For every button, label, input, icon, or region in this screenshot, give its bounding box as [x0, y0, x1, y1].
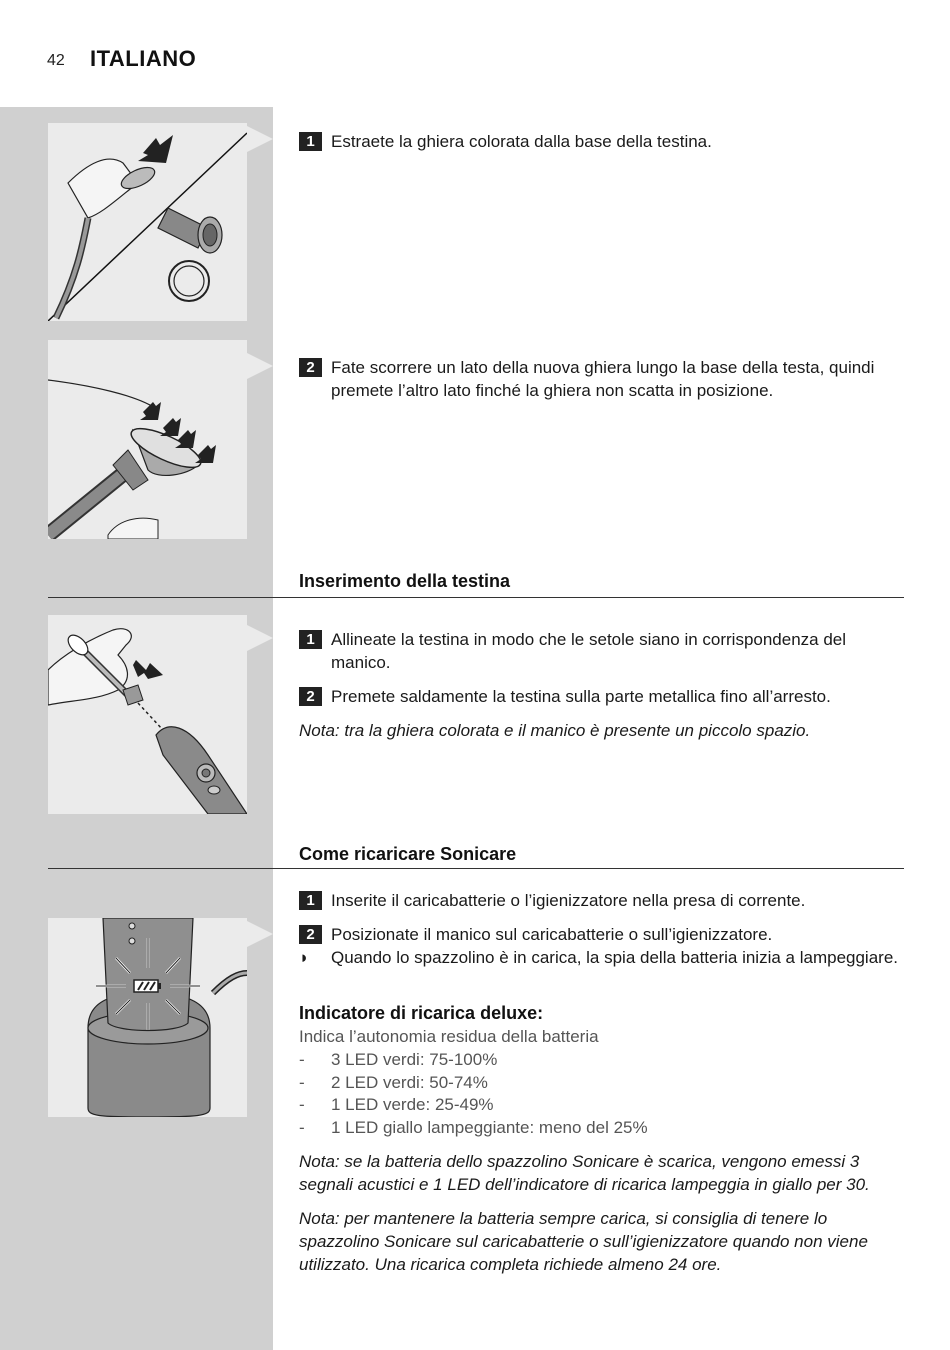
step-number: 1: [299, 891, 322, 910]
section-divider: [48, 597, 904, 598]
indicator-title: Indicatore di ricarica deluxe:: [299, 1003, 544, 1023]
dash-mark: -: [299, 1118, 305, 1137]
section-divider: [48, 868, 904, 869]
section-title-charge: Come ricaricare Sonicare: [299, 844, 517, 864]
step-number: 1: [299, 630, 322, 649]
step-number: 1: [299, 132, 322, 151]
illustration-insert-head: [48, 615, 247, 814]
page-number: 42: [47, 52, 65, 69]
step-number: 2: [299, 687, 322, 706]
bullet-charging-light: [299, 946, 904, 969]
section-title-insert: Inserimento della testina: [299, 571, 511, 591]
step-press-head: [299, 685, 904, 708]
panel-pointer: [247, 353, 273, 379]
step-text: Allineate la testina in modo che le setole siano in corrispondenza del manico.: [331, 630, 847, 672]
indicator-item-text: 3 LED verdi: 75-100%: [331, 1050, 498, 1069]
dash-mark: -: [299, 1095, 305, 1114]
indicator-item: [299, 1048, 497, 1071]
note-gap: Nota: tra la ghiera colorata e il manico è presente un piccolo spazio.: [299, 721, 811, 740]
indicator-item-text: 1 LED verde: 25-49%: [331, 1095, 494, 1114]
indicator-item-text: 2 LED verdi: 50-74%: [331, 1073, 488, 1092]
step-number: 2: [299, 925, 322, 944]
indicator-item: [299, 1071, 488, 1094]
step-place-handle: [299, 923, 904, 946]
panel-pointer: [247, 921, 273, 947]
illustration-attach-ring: [48, 340, 247, 539]
step-number: 2: [299, 358, 322, 377]
step-text: Premete saldamente la testina sulla parte metallica fino all’arresto.: [331, 687, 831, 706]
illustration-charging: [48, 918, 247, 1117]
note-keep-charged: Nota: per mantenere la batteria sempre carica, si consiglia di tenere lo spazzolino Sonicare sul caricabatterie o sull’igienizzatore quando non viene utilizzato. Una ricarica completa richiede almeno 24 ore.: [299, 1209, 868, 1274]
note-battery-empty: Nota: se la batteria dello spazzolino Sonicare è scarica, vengono emessi 3 segnali acustici e 1 LED dell’indicatore di ricarica lampeggia in giallo per 30.: [299, 1152, 870, 1194]
indicator-item-text: 1 LED giallo lampeggiante: meno del 25%: [331, 1118, 648, 1137]
indicator-subtitle: Indica l’autonomia residua della batteria: [299, 1027, 599, 1046]
page-language-title: ITALIANO: [90, 46, 197, 71]
step-plug-charger: [299, 889, 904, 912]
dash-mark: -: [299, 1050, 305, 1069]
panel-pointer: [247, 625, 273, 651]
step-align-head: [299, 628, 904, 674]
bullet-icon: ◗: [299, 948, 310, 967]
step-text: Estraete la ghiera colorata dalla base della testina.: [331, 132, 712, 151]
step-remove-ring: [299, 130, 904, 153]
step-text: Posizionate il manico sul caricabatterie o sull’igienizzatore.: [331, 925, 773, 944]
step-text: Inserite il caricabatterie o l’igienizzatore nella presa di corrente.: [331, 891, 806, 910]
step-text: Fate scorrere un lato della nuova ghiera lungo la base della testa, quindi premete l’altro lato finché la ghiera non scatta in posizione.: [331, 358, 875, 400]
indicator-item: [299, 1093, 494, 1116]
step-attach-ring: [299, 356, 904, 402]
panel-pointer: [247, 126, 273, 152]
indicator-item: [299, 1116, 648, 1139]
illustration-remove-ring: [48, 123, 247, 321]
bullet-text: Quando lo spazzolino è in carica, la spia della batteria inizia a lampeggiare.: [331, 948, 899, 967]
dash-mark: -: [299, 1073, 305, 1092]
